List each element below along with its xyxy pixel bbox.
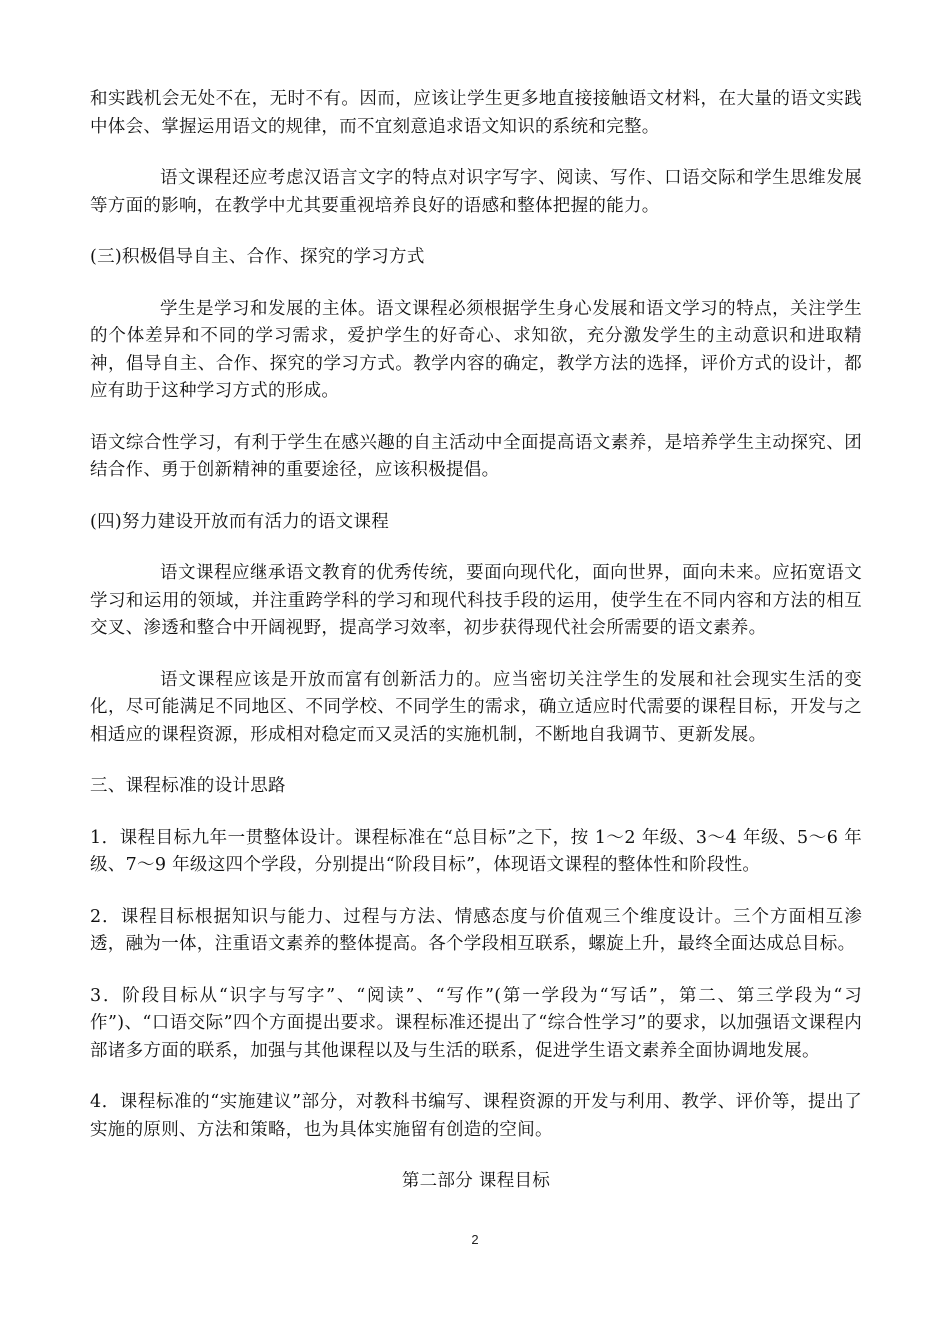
paragraph-student-subject: 学生是学习和发展的主体。语文课程必须根据学生身心发展和语文学习的特点，关注学生的个体差异和不同的学习需求，爱护学生的好奇心、求知欲，充分激发学生的主动意识和进取精神，倡导自主、合作、探究的学习方式。教学内容的确定，教学方法的选择，评价方式的设计，都应有助于这种学习方式的形成。 (90, 298, 862, 401)
paragraph-design-item-3: 3．阶段目标从“识字与写字”、“阅读”、“写作”(第一学段为“写话”，第二、第三学段为“习作”)、“口语交际”四个方面提出要求。课程标准还提出了“综合性学习”的要求，以加强语文课程内部诸多方面的联系，加强与其他课程以及与生活的联系，促进学生语文素养全面协调地发展。 (90, 985, 862, 1061)
paragraph-chinese-characteristics: 语文课程还应考虑汉语言文字的特点对识字写字、阅读、写作、口语交际和学生思维发展等方面的影响，在教学中尤其要重视培养良好的语感和整体把握的能力。 (90, 168, 862, 216)
paragraph-inherit-tradition: 语文课程应继承语文教育的优秀传统，要面向现代化，面向世界，面向未来。应拓宽语文学习和运用的领域，并注重跨学科的学习和现代科技手段的运用，使学生在不同内容和方法的相互交叉、渗透和整合中开阔视野，提高学习效率，初步获得现代社会所需要的语文素养。 (90, 563, 862, 638)
part-title-course-goals: 第二部分 课程目标 (401, 1171, 551, 1191)
paragraph-design-item-4: 4．课程标准的“实施建议”部分，对教科书编写、课程资源的开发与利用、教学、评价等，提出了实施的原则、方法和策略，也为具体实施留有创造的空间。 (90, 1092, 862, 1140)
section-heading-open-curriculum: (四)努力建设开放而有活力的语文课程 (90, 511, 390, 532)
paragraph-language-practice: 和实践机会无处不在，无时不有。因而，应该让学生更多地直接接触语文材料，在大量的语文实践中体会、掌握运用语文的规律，而不宜刻意追求语文知识的系统和完整。 (90, 89, 862, 137)
paragraph-open-innovative: 语文课程应该是开放而富有创新活力的。应当密切关注学生的发展和社会现实生活的变化，尽可能满足不同地区、不同学校、不同学生的需求，确立适应时代需要的课程目标，开发与之相适应的课程资源，形成相对稳定而又灵活的实施机制，不断地自我调节、更新发展。 (90, 669, 862, 745)
section-heading-design-ideas: 三、课程标准的设计思路 (90, 776, 286, 796)
paragraph-design-item-1: 1．课程目标九年一贯整体设计。课程标准在“总目标”之下，按 1～2 年级、3～4 年级、5～6 年级、7～9 年级这四个学段，分别提出“阶段目标”，体现语文课程的整体性和阶段性。 (90, 827, 862, 875)
paragraph-comprehensive-learning: 语文综合性学习，有利于学生在感兴趣的自主活动中全面提高语文素养，是培养学生主动探究、团结合作、勇于创新精神的重要途径，应该积极提倡。 (90, 432, 862, 480)
document-body (90, 86, 862, 1196)
page-number: 2 (471, 1232, 479, 1247)
paragraph-design-item-2: 2．课程目标根据知识与能力、过程与方法、情感态度与价值观三个维度设计。三个方面相互渗透，融为一体，注重语文素养的整体提高。各个学段相互联系，螺旋上升，最终全面达成总目标。 (90, 906, 862, 954)
section-heading-learning-methods: (三)积极倡导自主、合作、探究的学习方式 (90, 247, 425, 267)
